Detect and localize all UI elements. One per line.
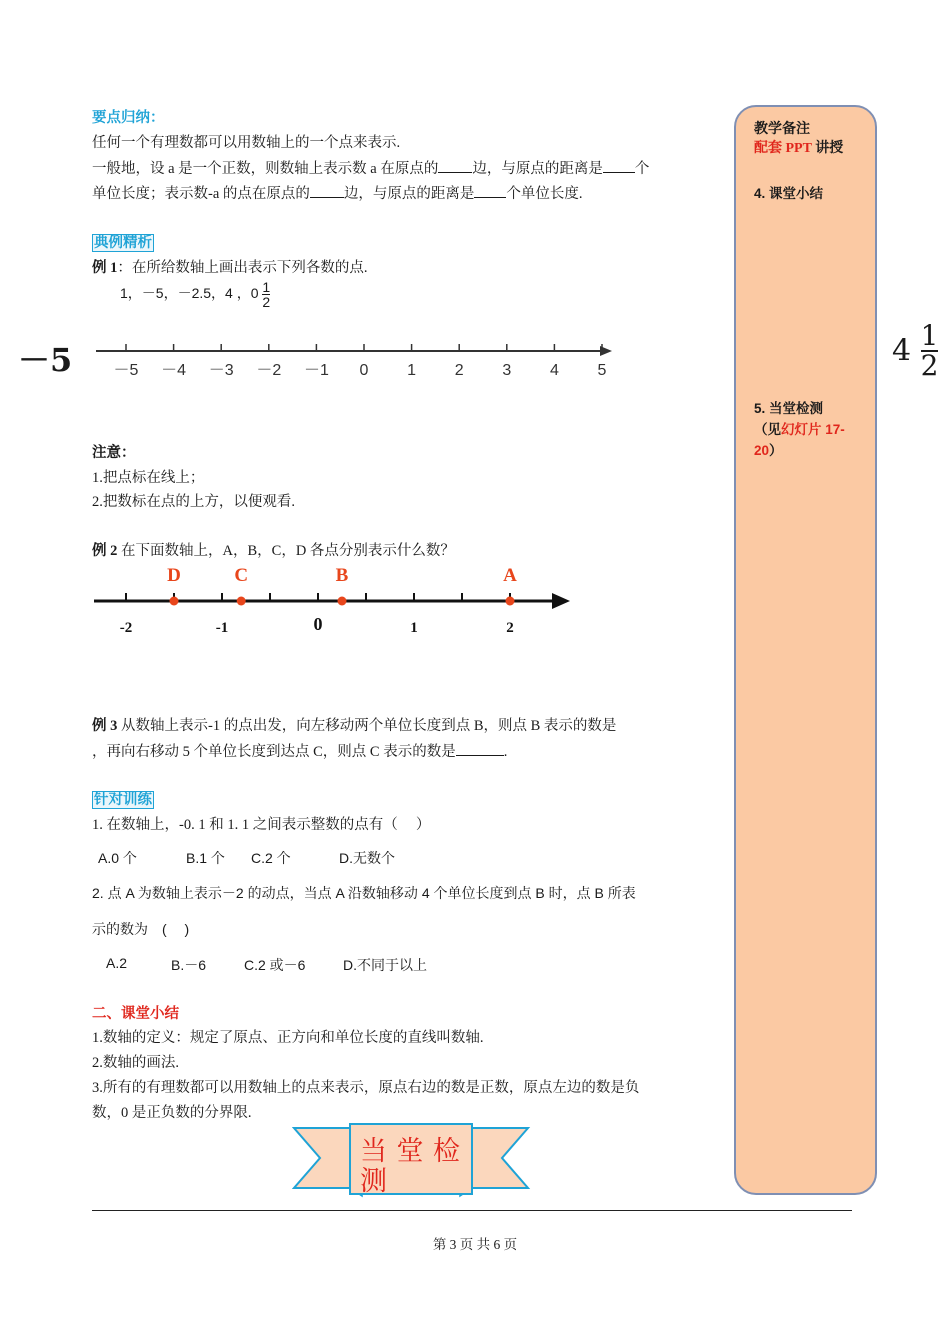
examples-header-wrap [92,233,154,253]
example1-label: 例 1 [92,260,118,276]
number-line-2 [90,560,580,640]
number-line-1-tick-label: 1 [407,362,417,379]
number-line-2-point-label: C [234,565,249,586]
number-line-1-tick-label: －5 [113,362,139,379]
number-line-1-tick-label: －1 [303,362,329,379]
blank-2 [603,158,635,173]
q1-option-c: C.2 个 [251,850,291,866]
number-line-1-tick-label: －4 [161,362,187,379]
note-title: 注意： [92,445,136,461]
number-line-2-tick-label: -1 [215,620,229,636]
side-item-5-close: ） [769,443,783,458]
right-mark-fraction [920,319,939,382]
number-line-1-tick-label: 3 [502,362,512,379]
key-points-line1: 任何一个有理数都可以用数轴上的一个点来表示. [92,135,401,151]
example1 [92,258,368,278]
blank-4 [474,183,506,198]
right-mark [892,319,939,382]
training-header: 针对训练 [94,792,152,808]
teaching-notes-panel [734,105,877,1195]
key-points-line3 [92,183,583,204]
example3-text2: ，再向右移动 5 个单位长度到达点 C，则点 C 表示的数是 [92,744,456,760]
example2-text: 在下面数轴上，A，B，C，D 各点分别表示什么数？ [117,543,455,559]
number-line-2-point-label: B [335,565,349,586]
banner-right-tail [472,1128,528,1188]
side-item-5-red1: 幻灯片 17- [781,422,845,437]
example2-label: 例 2 [92,543,118,559]
summary-1: 1.数轴的定义：规定了原点、正方向和单位长度的直线叫数轴. [92,1030,484,1046]
q2-option-d: D.不同于以上 [343,957,427,973]
key-points-title: 要点归纳： [92,110,165,126]
side-ppt-red: 配套 PPT [754,141,812,156]
summary-title: 二、课堂小结 [92,1006,179,1022]
training-q2-line2: 示的数为 ( ) [92,921,190,937]
side-item-5-ref [754,420,845,440]
blank-1 [438,158,472,173]
blank-5 [456,741,504,756]
side-ppt [754,139,843,159]
example1-frac-den: 2 [262,294,271,310]
example3-line2 [92,741,507,762]
right-mark-num: 1 [920,319,939,352]
number-line-1-tick-label: 0 [359,362,369,379]
q1-option-d: D.无数个 [339,850,395,866]
side-item-5-red2: 20 [754,443,770,458]
key-points-line2 [92,158,649,179]
training-q2-line1: 2. 点 A 为数轴上表示－2 的动点，当点 A 沿数轴移动 4 个单位长度到点 B 时，点 B 所表 [92,885,636,901]
footer-rule [92,1210,852,1211]
summary-2: 2.数轴的画法. [92,1055,179,1071]
q2-option-a: A.2 [106,955,128,971]
q2-option-c: C.2 或－6 [244,957,306,973]
side-item-5-ref2 [754,441,783,461]
note-1: 1.把点标在线上； [92,470,205,486]
key-points-line3-c: 个单位长度. [506,186,583,202]
q1-option-b: B.1 个 [186,850,225,866]
key-points-line2-b: 边，与原点的距离是 [472,161,603,177]
examples-header: 典例精析 [94,235,152,251]
q1-option-a: A.0 个 [98,850,137,866]
number-line-2-tick-label: 1 [410,620,418,636]
number-line-1-ticks [114,344,607,379]
example1-fraction [262,280,270,309]
key-points-line3-a: 单位长度；表示数-a 的点在原点的 [92,186,310,202]
number-line-1-tick-label: 2 [454,362,464,379]
example3-label: 例 3 [92,718,118,734]
number-line-2-labels [120,614,514,636]
number-line-1 [90,335,620,385]
banner-left-tail [294,1128,350,1188]
key-points-line2-a: 一般地，设 a 是一个正数，则数轴上表示数 a 在原点的 [92,161,439,177]
number-line-2-points [167,565,517,606]
key-points-line2-c: 个 [634,161,650,177]
number-line-2-point [338,597,347,606]
number-line-1-tick-label: －3 [208,362,234,379]
number-line-2-point [237,597,246,606]
note-2: 2.把数标在点的上方，以便观看. [92,494,295,510]
number-line-2-arrow [552,593,570,609]
right-mark-whole: 4 [892,333,912,369]
training-q1: 1. 在数轴上，-0. 1 和 1. 1 之间表示整数的点有（ ） [92,817,431,833]
page-number: 第 3 页 共 6 页 [432,1237,518,1252]
summary-3-line1: 3.所有的有理数都可以用数轴上的点来表示，原点右边的数是正数，原点左边的数是负 [92,1080,640,1096]
number-line-1-tick-label: 5 [597,362,607,379]
example3-line1 [92,716,616,736]
number-line-2-point [506,597,515,606]
side-item-5-open: （见 [754,422,781,437]
number-line-2-point-label: D [167,565,181,586]
example1-text: ：在所给数轴上画出表示下列各数的点. [117,260,368,276]
number-line-2-point [170,597,179,606]
example1-number-list: 1，－5，－2.5，4 ，0 [120,285,259,302]
side-ppt-black: 讲授 [811,141,844,156]
key-points-line3-b: 边，与原点的距离是 [343,186,475,202]
number-line-2-tick-label: 2 [506,620,514,636]
q2-option-b: B.－6 [171,957,207,973]
left-mark: －5 [18,341,73,379]
number-line-2-point-label: A [503,565,517,586]
banner-text: 当 堂 检 测 [360,1136,462,1196]
summary-3-line2: 数，0 是正负数的分界限. [92,1105,252,1121]
side-item-4: 4. 课堂小结 [754,186,824,201]
number-line-2-tick-label: 0 [313,614,323,634]
side-title: 教学备注 [754,122,810,137]
number-line-1-tick-label: 4 [549,362,559,379]
blank-3 [310,183,344,198]
training-header-wrap [92,790,154,810]
number-line-2-tick-label: -2 [119,620,133,636]
number-line-1-tick-label: －2 [256,362,282,379]
example1-frac-num: 1 [262,279,271,295]
example1-numbers [120,280,270,309]
side-item-5: 5. 当堂检测 [754,401,824,416]
example3-text1: 从数轴上表示-1 的点出发，向左移动两个单位长度到点 B，则点 B 表示的数是 [117,718,617,734]
right-mark-den: 2 [920,349,939,382]
example3-end: . [503,744,508,760]
example2 [92,541,455,561]
